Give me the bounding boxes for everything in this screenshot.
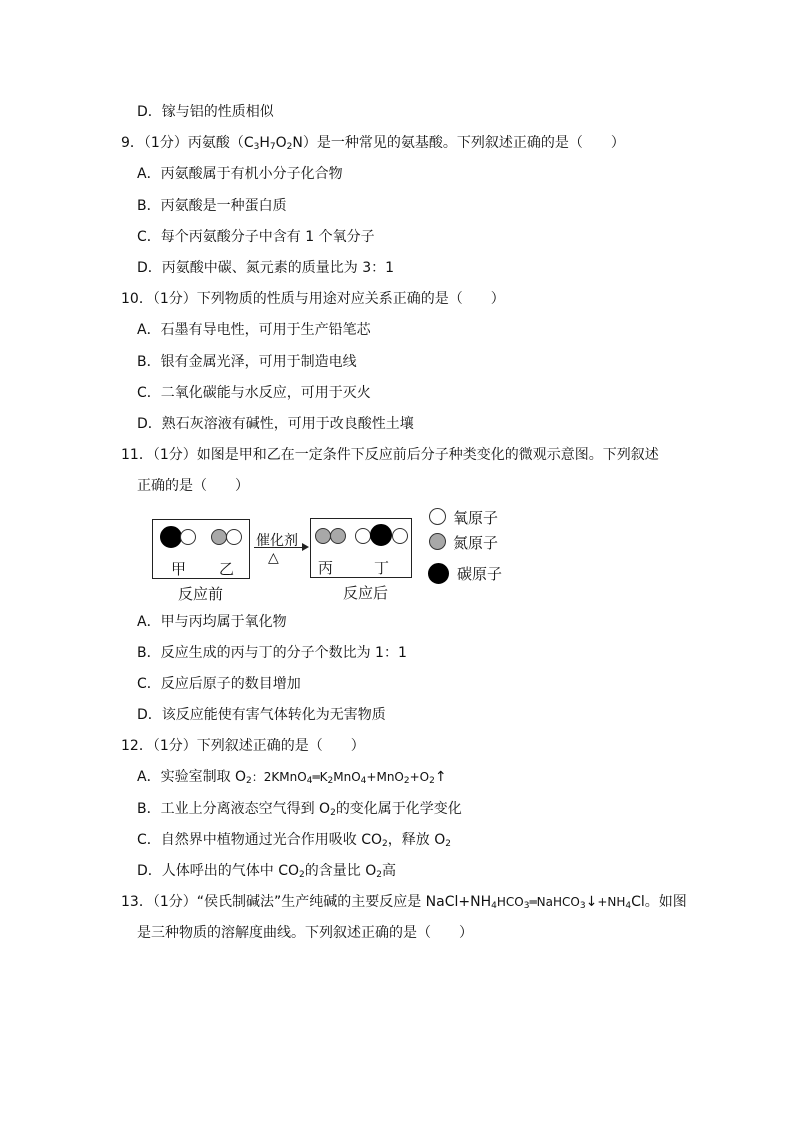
legend-nitrogen-icon — [429, 533, 446, 550]
q9-option-d: D．丙氨酸中碳、氮元素的质量比为 3：1 — [137, 260, 395, 276]
q13-hco: HCO — [496, 895, 524, 909]
q13-tail: Cl。如图 — [631, 894, 687, 910]
q12-a-sub: 2 — [403, 776, 410, 786]
q12-option-c — [137, 830, 451, 850]
oxygen-atom — [226, 529, 242, 545]
q12-a-eq4: +MnO — [366, 770, 404, 784]
q12-stem: 12．（1分）下列叙述正确的是（ ） — [121, 738, 365, 754]
q11-option-a: A．甲与丙均属于氧化物 — [137, 614, 287, 630]
q9-option-a: A．丙氨酸属于有机小分子化合物 — [137, 166, 343, 182]
q13-eq: ═NaHCO — [529, 895, 580, 909]
q12-a-sub: 2 — [327, 776, 334, 786]
after-box — [310, 518, 412, 578]
q10-option-b: B．银有金属光泽，可用于制造电线 — [137, 354, 357, 370]
oxygen-atom — [392, 528, 408, 544]
legend-carbon-icon — [428, 563, 449, 584]
q11-option-b: B．反应生成的丙与丁的分子个数比为 1：1 — [137, 645, 407, 661]
q12-a-eq3: MnO — [333, 770, 361, 784]
nitrogen-atom — [315, 528, 331, 544]
q12-c-prefix: C．自然界中植物通过光合作用吸收 CO — [137, 832, 383, 848]
q13-sub: 3 — [579, 901, 586, 911]
before-box — [152, 519, 250, 579]
q13-stem-line2: 是三种物质的溶解度曲线。下列叙述正确的是（ ） — [137, 925, 473, 941]
legend-oxygen-label: 氧原子 — [453, 509, 499, 527]
q12-c-sub: 2 — [445, 839, 451, 849]
legend-nitrogen-label: 氮原子 — [453, 534, 499, 552]
q12-a-eq1: ：2KMnO — [251, 770, 307, 784]
q9-sub3: 2 — [286, 142, 293, 152]
nitrogen-atom — [330, 528, 346, 544]
q12-d-sub: 2 — [299, 870, 305, 880]
q12-c-mid: ，释放 O — [387, 832, 446, 848]
q12-b-suffix: 的变化属于化学变化 — [335, 801, 462, 817]
label-after: 反应后 — [343, 584, 389, 602]
label-before: 反应前 — [178, 585, 224, 603]
q12-d-sub: 2 — [376, 870, 382, 880]
q13-sub: 4 — [625, 901, 632, 911]
q11-option-c: C．反应后原子的数目增加 — [137, 676, 301, 692]
q9-o: O — [275, 135, 287, 151]
reaction-diagram — [148, 504, 528, 604]
q10-option-c: C．二氧化碳能与水反应，可用于灭火 — [137, 385, 371, 401]
q13-sub: 4 — [491, 901, 497, 911]
q12-c-sub: 2 — [382, 839, 388, 849]
carbon-atom — [160, 526, 182, 548]
q13-sub: 3 — [523, 901, 530, 911]
q10-stem: 10．（1分）下列物质的性质与用途对应关系正确的是（ ） — [121, 291, 505, 307]
label-jia: 甲 — [171, 560, 187, 578]
q12-a-sub: 2 — [246, 776, 252, 786]
q12-a-sub: 4 — [306, 776, 313, 786]
down-arrow-icon: ↓ — [585, 894, 598, 910]
q12-d-mid: 的含量比 O — [304, 863, 377, 879]
q13-stem-line1 — [121, 892, 687, 912]
q12-a-sub: 2 — [429, 776, 435, 786]
q12-a-prefix: A．实验室制取 O — [137, 769, 247, 785]
q12-option-d — [137, 861, 396, 881]
carbon-atom — [370, 524, 392, 546]
q9-stem-a: 9．（1分）丙氨酸（C — [121, 135, 254, 151]
q9-option-b: B．丙氨酸是一种蛋白质 — [137, 198, 287, 214]
nitrogen-atom — [211, 529, 227, 545]
q12-b-sub: 2 — [330, 808, 336, 818]
arrow-head-icon — [302, 543, 309, 551]
q12-b-prefix: B．工业上分离液态空气得到 O — [137, 801, 331, 817]
q9-stem — [121, 133, 625, 153]
q9-sub1: 3 — [253, 142, 260, 152]
label-yi: 乙 — [219, 560, 235, 578]
q12-option-a — [137, 767, 447, 787]
q9-stem-b: N）是一种常见的氨基酸。下列叙述正确的是（ ） — [292, 135, 625, 151]
heat-symbol: △ — [268, 550, 279, 566]
q8-option-d: D．镓与铝的性质相似 — [137, 104, 274, 120]
up-arrow-icon: ↑ — [434, 769, 447, 785]
q12-a-eq5: +O — [409, 770, 430, 784]
oxygen-atom — [355, 528, 371, 544]
q12-d-prefix: D．人体呼出的气体中 CO — [137, 863, 300, 879]
q12-option-b — [137, 799, 462, 819]
oxygen-atom — [180, 529, 196, 545]
legend-oxygen-icon — [429, 508, 446, 525]
q13-nh: +NH — [597, 895, 626, 909]
q12-d-suffix: 高 — [381, 863, 396, 879]
label-ding: 丁 — [374, 559, 390, 577]
q13-stem-a: 13．（1分）“侯氏制碱法”生产纯碱的主要反应是 NaCl+NH — [121, 894, 492, 910]
q10-option-d: D．熟石灰溶液有碱性，可用于改良酸性土壤 — [137, 416, 414, 432]
q12-a-sub: 4 — [360, 776, 367, 786]
q9-h: H — [259, 135, 270, 151]
label-bing: 丙 — [318, 559, 334, 577]
q11-stem-line1: 11．（1分）如图是甲和乙在一定条件下反应前后分子种类变化的微观示意图。下列叙述 — [121, 447, 659, 463]
q9-sub2: 7 — [269, 142, 276, 152]
legend-carbon-label: 碳原子 — [457, 565, 503, 583]
q9-option-c: C．每个丙氨酸分子中含有 1 个氧分子 — [137, 229, 375, 245]
q10-option-a: A．石墨有导电性，可用于生产铅笔芯 — [137, 322, 371, 338]
q12-a-eq2: ═K — [312, 770, 328, 784]
reaction-arrow — [254, 547, 304, 548]
catalyst-label: 催化剂 — [256, 533, 298, 549]
q11-stem-line2: 正确的是（ ） — [137, 478, 249, 494]
q11-option-d: D．该反应能使有害气体转化为无害物质 — [137, 707, 386, 723]
